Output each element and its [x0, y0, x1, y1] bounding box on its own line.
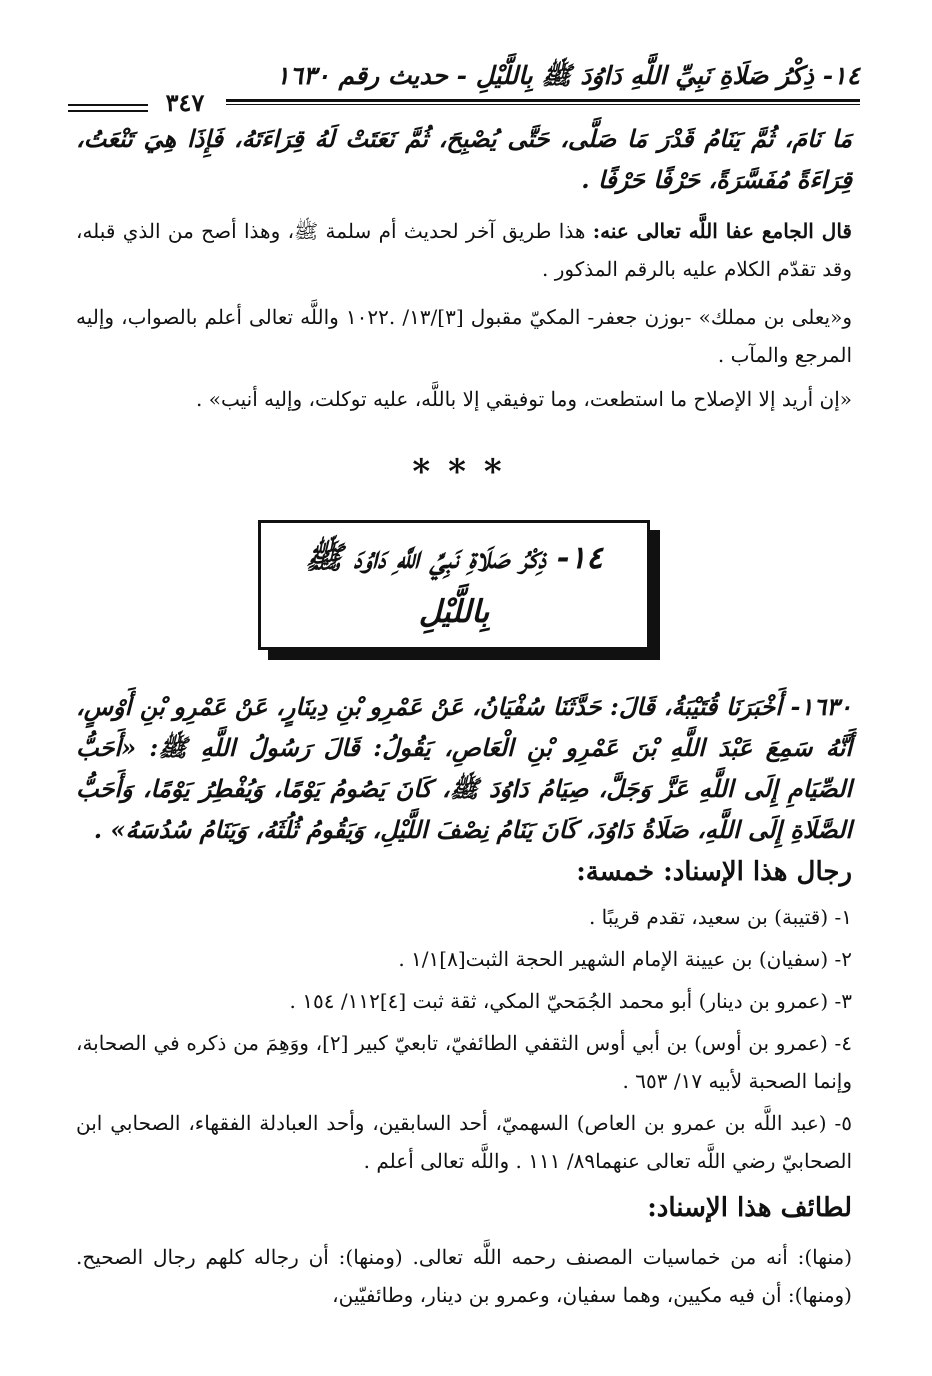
paragraph-commentary	[76, 212, 852, 288]
narrators-heading: رجال هذا الإسناد: خمسة:	[576, 857, 852, 887]
chapter-title-line-1: ١٤- ذِكْرُ صَلَاةِ نَبِيِّ اللَّهِ دَاوُدَ ﷺ	[305, 540, 603, 576]
subtleties-heading: لطائف هذا الإسناد:	[647, 1193, 852, 1223]
narrator-item: ٣- (عمرو بن دينار) أبو محمد الجُمَحيّ المكي، ثقة ثبت [٤]١١٢/ ١٥٤ .	[289, 989, 852, 1013]
chapter-title-line-2: بِاللَّيْلِ	[418, 594, 490, 630]
page-number-rule-bottom	[68, 110, 148, 112]
chapter-title-box	[258, 520, 650, 650]
hadith-text: ١٦٣٠- أَخْبَرَنَا قُتَيْبَةُ، قَالَ: حَدَّثَنَا سُفْيَانُ، عَنْ عَمْرِو بْنِ دِينَارٍ، عَنْ عَمْرِو بْنِ أَوْسٍ، أَنَّهُ سَمِعَ عَبْدَ اللَّهِ بْنَ عَمْرِو بْنِ الْعَاصِ، يَقُولُ: قَالَ رَسُولُ اللَّهِ ﷺ: «أَحَبُّ الصِّيَامِ إِلَى اللَّهِ عَزَّ وَجَلَّ، صِيَامُ دَاوُدَ ﷺ، كَانَ يَصُومُ يَوْمًا، وَيُفْطِرُ يَوْمًا، وَأَحَبُّ الصَّلَاةِ إِلَى اللَّهِ، صَلَاةُ دَاوُدَ، كَانَ يَنَامُ نِصْفَ اللَّيْلِ، وَيَقُومُ ثُلُثَهُ، وَيَنَامُ سُدُسَهُ» .	[76, 692, 853, 844]
narrator-item: ٤- (عمرو بن أوس) بن أبي أوس الثقفي الطائفيّ، تابعيّ كبير [٢]، ووَهِمَ من ذكره في الصحابة، وإنما الصحبة لأبيه ١٧/ ٦٥٣ .	[76, 1031, 853, 1093]
subtleties-text: (منها): أنه من خماسيات المصنف رحمه اللَّه تعالى. (ومنها): أن رجاله كلهم رجال الصحيح. (ومنها): أن فيه مكيين، وهما سفيان، وعمرو بن دينار، وطائفيّين،	[76, 1245, 852, 1307]
running-title: ١٤- ذِكْرُ صَلَاةِ نَبِيِّ اللَّهِ دَاوُدَ ﷺ بِاللَّيْلِ - حديث رقم ١٦٣٠	[276, 61, 860, 90]
commentary-label: قال الجامع عفا اللَّه تعالى عنه:	[592, 219, 852, 243]
header-rule	[226, 99, 860, 102]
paragraph-continuation: مَا نَامَ، ثُمَّ يَنَامُ قَدْرَ مَا صَلَّى، حَتَّى يُصْبِحَ، ثُمَّ نَعَتَتْ لَهُ قِرَاءَتَهُ، فَإِذَا هِيَ تَنْعَتُ، قِرَاءَةً مُفَسَّرَةً، حَرْفًا حَرْفًا .	[76, 124, 852, 194]
paragraph-closing-verse: «إن أريد إلا الإصلاح ما استطعت، وما توفيقي إلا باللَّه، عليه توكلت، وإليه أنيب» .	[196, 387, 852, 411]
page-number: ٣٤٧	[165, 88, 205, 117]
page-number-rule-top	[68, 104, 148, 106]
header-rule-thin	[226, 104, 860, 105]
section-separator: ***	[412, 452, 520, 492]
narrator-item: ٢- (سفيان) بن عيينة الإمام الشهير الحجة الثبت[٨]١/١ .	[398, 947, 852, 971]
commentary-text: هذا طريق آخر لحديث أم سلمة ﷺ، وهذا أصح من الذي قبله، وقد تقدّم الكلام عليه بالرقم المذكور .	[76, 219, 852, 281]
narrator-item: ١- (قتيبة) بن سعيد، تقدم قريبًا .	[588, 905, 852, 929]
paragraph-narrator-note: و«يعلى بن مملك» -بوزن جعفر- المكيّ مقبول [٣]/١٣/ .١٠٢٢ واللَّه تعالى أعلم بالصواب، وإليه المرجع والمآب .	[76, 305, 852, 367]
narrator-item: ٥- (عبد اللَّه بن عمرو بن العاص) السهميّ، أحد السابقين، وأحد العبادلة الفقهاء، الصحابي ابن الصحابيّ رضي اللَّه تعالى عنهما٨٩/ ١١١ . واللَّه تعالى أعلم .	[76, 1111, 852, 1173]
